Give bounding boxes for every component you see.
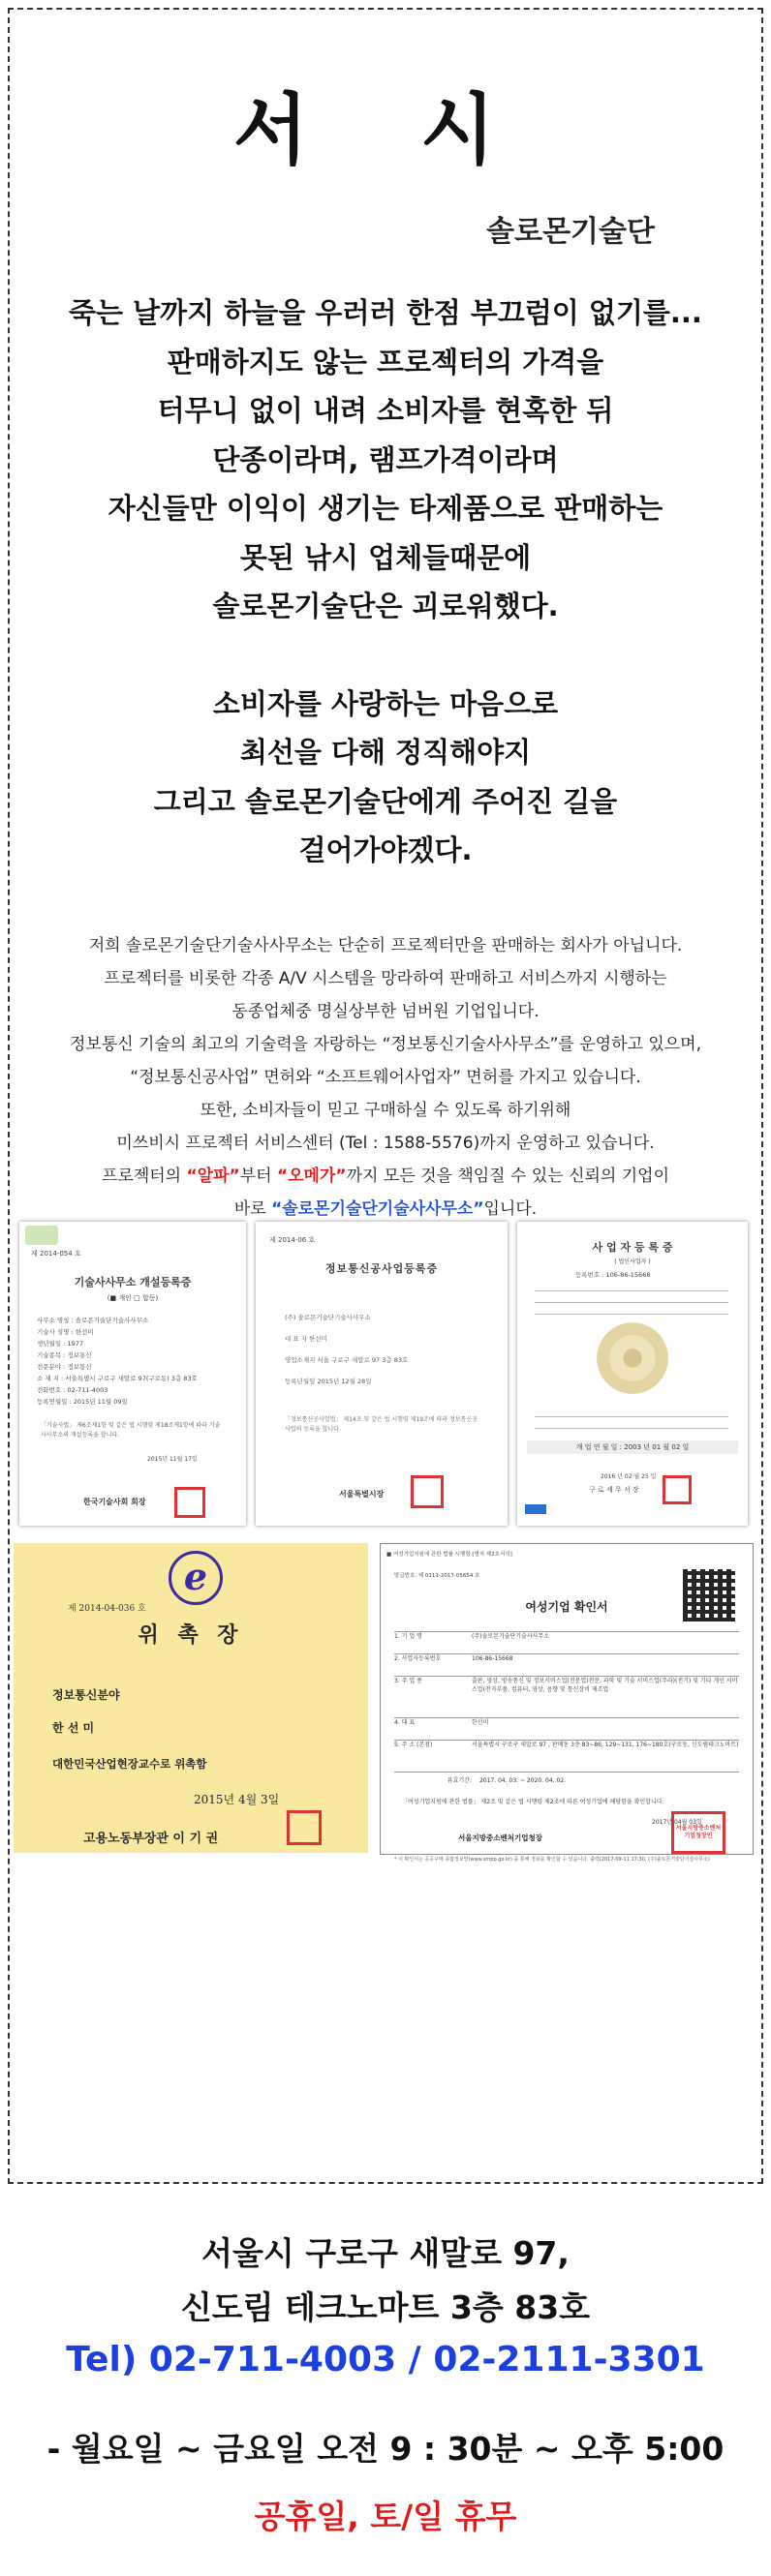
emblem-icon <box>597 1322 668 1394</box>
cert-issuer: 구 로 세 무 서 장 <box>589 1486 639 1494</box>
page-title: 서 시 <box>232 84 539 175</box>
emblem-e-icon: e <box>169 1551 223 1605</box>
cert-open-date: 개 업 연 월 일 : 2003 년 01 월 02 일 <box>527 1440 738 1454</box>
official-seal <box>663 1475 692 1504</box>
cert-issuer: 서울지방중소벤처기업청장 <box>458 1834 542 1842</box>
nts-logo-icon <box>525 1504 546 1514</box>
cert-engineering-office <box>19 1222 246 1526</box>
cert-body: 대한민국산업현장교수로 위촉함 <box>52 1757 207 1771</box>
cert-issuer: 한국기술사회 회장 <box>83 1498 146 1506</box>
cert-subtitle: ( 법인사업자 ) <box>614 1258 651 1265</box>
oath-line: 죽는 날까지 하늘을 우러러 한점 부끄럼이 없기를... <box>69 296 702 329</box>
cert-fields: 사무소 명칭 : 솔로몬기술단기술사사무소 기술사 성명 : 한선미 생년월일 : 1977 기술종목 : 정보통신 전문분야 : 정보통신 소 재 지 : 서울특별시 구로구 새말로 97(구로동) 3층 83호 전화번호 : 02-711-4003 등록연월일 : 2015년 11월 09일 <box>37 1317 198 1406</box>
cert-subtitle: (■ 개인 □ 합동) <box>107 1294 159 1302</box>
cert-fields: (주) 솔로몬기술단기술사사무소 대 표 자 한선미 영업소재지 서울 구로구 새말로 97 3층 83호 등록년월일 2015년 12월 28일 <box>285 1314 409 1385</box>
cert-number: 발급번호: 제 0111-2017-05654 호 <box>394 1573 480 1579</box>
cert-field: 정보통신분야 <box>52 1688 120 1702</box>
intro-line: “정보통신공사업” 면허와 “소프트웨어사업자” 면허를 가지고 있습니다. <box>130 1068 641 1087</box>
intro-line: 또한, 소비자들이 믿고 구매하실 수 있도록 하기위해 <box>200 1101 571 1120</box>
cert-issuer: 고용노동부장관 이 기 권 <box>83 1832 219 1846</box>
cert-name: 한 선 미 <box>52 1721 95 1735</box>
official-seal: 서울지방중소벤처기업청장인 <box>671 1811 725 1854</box>
official-seal <box>287 1810 322 1845</box>
cert-business-registration <box>517 1222 748 1526</box>
cert-number: 제 2014-054 호 <box>31 1250 81 1258</box>
intro-line: 저희 솔로몬기술단기술사사무소는 단순히 프로젝터만을 판매하는 회사가 아닙니다. <box>88 936 683 955</box>
oath-line: 최선을 다해 정직해야지 <box>239 736 532 769</box>
intro-line: 미쓰비시 프로젝터 서비스센터 (Tel : 1588-5576)까지 운영하고 있습니다. <box>116 1134 655 1153</box>
intro-line: 프로젝터를 비롯한 각종 A/V 시스템을 망라하여 판매하고 서비스까지 시행하는 <box>104 969 667 988</box>
cert-issuer: 서울특별시장 <box>339 1490 385 1499</box>
oath-line: 그리고 솔로몬기술단에게 주어진 길을 <box>153 784 618 818</box>
footer-closed-days: 공휴일, 토/일 휴무 <box>254 2498 517 2535</box>
cert-header: ■ 여성기업지원에 관한 법률 시행령 [별지 제2호서식] <box>386 1552 512 1558</box>
cert-title: 정보통신공사업등록증 <box>324 1262 439 1275</box>
oath-line: 터무니 없이 내려 소비자를 현혹한 뒤 <box>157 394 614 427</box>
cert-title: 사 업 자 등 록 증 <box>592 1241 673 1254</box>
cert-number: 제 2014-06 호 <box>269 1236 316 1244</box>
intro-line: 동종업체중 명실상부한 넘버원 기업입니다. <box>231 1002 540 1021</box>
footer-phone: Tel) 02-711-4003 / 02-2111-3301 <box>66 2340 705 2379</box>
oath-line: 자신들만 이익이 생기는 타제품으로 판매하는 <box>108 492 663 525</box>
oath-line: 판매하지도 않는 프로젝터의 가격을 <box>167 345 604 379</box>
cert-table: 1. 기 업 명 (주)솔로몬기술단기술사사무소 2. 사업자등록번호 106-86-15668 3. 주 업 종 출판, 영상, 방송통신 및 정보서비스업(전문업)전문, 과학 및 기술 서비스업(주라)(전기) 및 기타 개인 서비스업(전자부품, 컴퓨터, 영상, 음향 및 통신장비 제조업 4. 대 표 한선미 5. 주 소 (본점) 서울특별시 구로구 새말로 97 , 판매동 3층 83~86, 129~131, 176~180호(구로동, 신도림테크노마트) 유효기간: 2017. 04. 03. ~ 2020. 04. 02. <box>394 1633 739 1784</box>
intro-line: 프로젝터의 “알파”부터 “오메가”까지 모든 것을 책임질 수 있는 신뢰의 기업이 <box>101 1167 670 1186</box>
oath-line: 솔로몬기술단은 괴로워했다. <box>212 590 559 622</box>
omega-highlight: “오메가” <box>276 1167 347 1186</box>
address-line-2: 신도림 테크노마트 3층 83호 <box>180 2288 591 2326</box>
oath-line: 소비자를 사랑하는 마음으로 <box>212 686 559 720</box>
cert-date: 2017년 04월 03일 <box>652 1819 702 1826</box>
signature: 솔로몬기술단 <box>486 215 655 249</box>
cert-telecom-construction <box>256 1222 508 1526</box>
cert-title: 위 촉 장 <box>138 1622 244 1648</box>
official-seal <box>411 1475 444 1508</box>
company-name-highlight: “솔로몬기술단기술사사무소” <box>271 1199 484 1219</box>
cert-title: 여성기업 확인서 <box>525 1600 608 1614</box>
oath-poem <box>0 288 771 875</box>
cert-body: 「기술사법」 제6조제1항 및 같은 법 시행령 제18조제1항에 따라 기술사사무소의 개설등록을 합니다. <box>41 1422 221 1439</box>
alpha-highlight: “알파” <box>186 1167 240 1186</box>
oath-line: 단종이라며, 램프가격이라며 <box>212 442 559 476</box>
cert-women-enterprise <box>380 1543 754 1863</box>
cert-badge <box>25 1226 58 1245</box>
address-line-1: 서울시 구로구 새말로 97, <box>201 2234 570 2272</box>
footer-address <box>0 2227 771 2335</box>
cert-appointment <box>14 1543 368 1853</box>
cert-body: 「여성기업지원에 관한 법률」 제2조 및 같은 법 시행령 제2조에 따른 여성기업에 해당함을 확인합니다. <box>402 1799 664 1805</box>
intro-line: 바로 “솔로몬기술단기술사사무소”입니다. <box>233 1199 538 1219</box>
official-seal <box>174 1487 205 1518</box>
cert-date: 2015년 4월 3일 <box>194 1793 280 1806</box>
cert-date: 2015년 11월 17일 <box>147 1456 198 1463</box>
cert-number: 제 2014-04-036 호 <box>68 1604 146 1614</box>
cert-body: 「정보통신공사업법」 제14조 및 같은 법 시행령 제19조에 따라 정보통신공사업의 등록을 합니다. <box>285 1416 478 1433</box>
footer-hours: - 월요일 ~ 금요일 오전 9 : 30분 ~ 오후 5:00 <box>46 2430 725 2468</box>
company-intro <box>0 929 771 1226</box>
cert-note: * 이 확인서는 공공구매 종합정보망(www.smpp.go.kr) 을 통해 정보를 확인할 수 있습니다. 출력(2017-09-11 17:30, (주)솔로몬기술단기술사무소) <box>394 1857 710 1863</box>
oath-line: 걸어가야겠다. <box>298 833 473 866</box>
cert-regno: 등록번호 : 106-86-15668 <box>575 1271 651 1279</box>
cert-title: 기술사사무소 개설등록증 <box>74 1276 192 1288</box>
cert-date: 2016 년 02 월 25 일 <box>601 1473 657 1480</box>
oath-line: 못된 낚시 업체들때문에 <box>239 540 532 574</box>
intro-line: 정보통신 기술의 최고의 기술력을 자랑하는 “정보통신기술사사무소”를 운영하고 있으며, <box>69 1035 702 1054</box>
